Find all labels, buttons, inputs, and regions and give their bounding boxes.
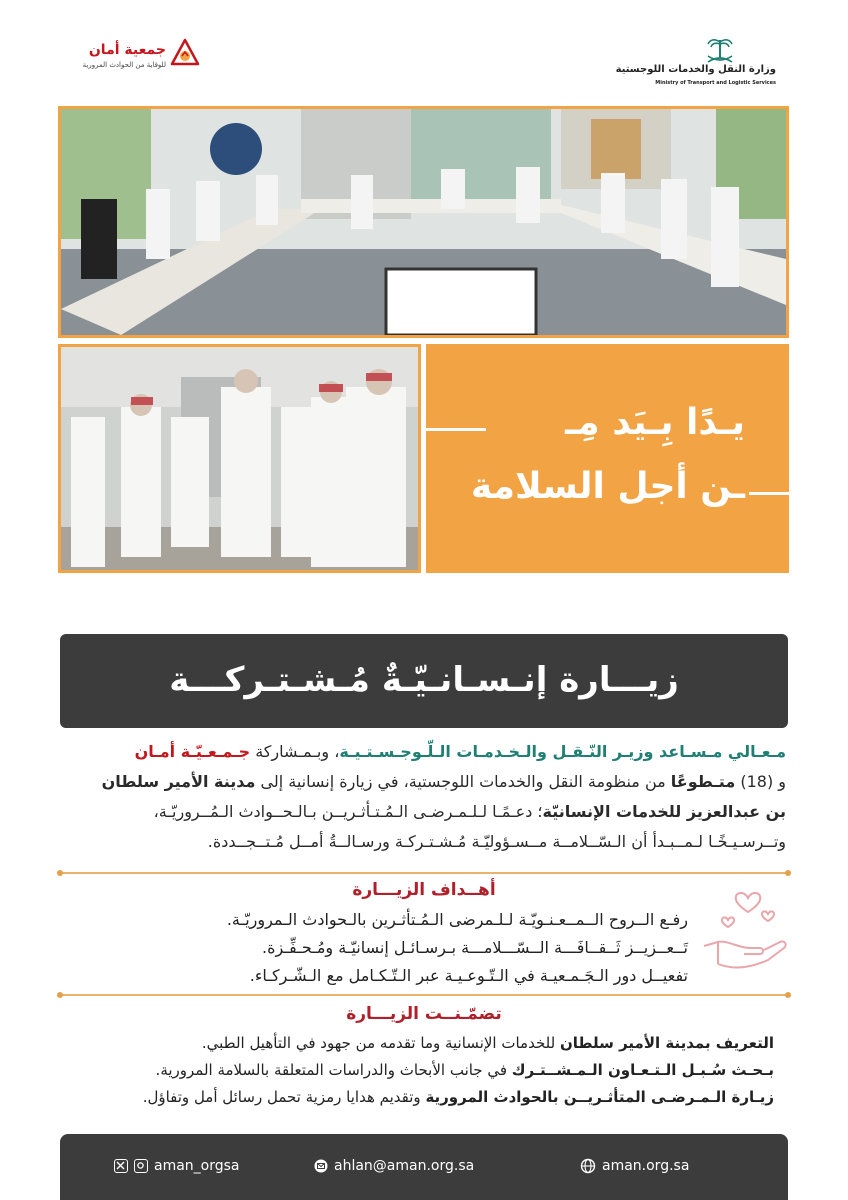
aman-triangle-icon [170,38,200,68]
footer-email[interactable] [314,1158,474,1174]
email-icon [314,1159,328,1173]
divider-2 [60,994,788,996]
aman-logo [80,38,200,78]
footer-social[interactable] [114,1158,240,1174]
slogan-rule-2 [749,492,789,495]
slogan-rule-1 [426,428,486,431]
aman-tagline: للوقاية من الحوادث المرورية [82,61,166,69]
intro-text-3: ؛ دعـمًـا لـلـمـرضـى الـمُـتـأثـريــن بـالـحــوادث الـمُــروريّـة، [153,802,543,821]
palm-swords-icon [700,36,740,66]
intro-volunteers: متـطوعًا [670,772,736,791]
include-item-text: للخدمات الإنسانية وما تقدمه من جهود في التأهيل الطبي. [201,1034,560,1052]
goal-item: تَــعــزيــز ثَــقــافَـــة الــسّـــلامـــة بـرسـائـل إنسانيّـة ومُـحـفِّـزة. [262,938,688,957]
intro-city-cont: بن عبدالعزيز للخدمات الإنسانيّة [542,802,786,821]
aman-name: جمعية أمان [88,42,166,58]
include-item-text: في جانب الأبحاث والدراسات المتعلقة بالسلامة المرورية. [155,1061,512,1079]
goals-heading: أهــداف الزيـــارة [352,880,496,900]
intro-line-2 [62,772,786,791]
intro-city: مدينة الأمير سلطان [101,772,256,791]
intro-line-3 [62,802,786,821]
include-item-bold: زيـارة الـمـرضـى المتأثـريــن بالحوادث المرورية [425,1088,774,1106]
intro-line-1 [62,742,786,761]
slogan-line-2: ـن أجل السلامة [470,466,745,507]
x-icon [114,1159,128,1173]
intro-aman: جـمـعـيّـة أمـان [134,742,251,761]
instagram-icon [134,1159,148,1173]
goal-item: رفـع الــروح الــمــعـنـويّـة لـلـمرضى الـمُـتأثـرين بالـحوادث الـمروريّـة. [226,910,688,929]
include-item [54,1034,774,1052]
intro-text-2: من منظومة النقل والخدمات اللوجستية، في زيارة إنسانية إلى [255,772,671,791]
ministry-logo [615,36,776,92]
intro-line-4: وتــرسـيـخًـا لـمــبـدأ أن الـسّــلامــة مــسـؤوليّـة مُـشـتـركـة ورسـالــةُ أمــل مُـتــجــددة. [207,832,786,851]
intro-connector: ، وبـمـشاركة [250,742,340,761]
include-item [54,1061,774,1079]
include-item-text: وتقديم هدايا رمزية تحمل رسائل أمل وتفاؤل. [142,1088,426,1106]
goal-item: تفعيــل دور الـجَـمـعيـة في الـتّـوعـيـة عبر الـتّـكـامل مع الـشّـركـاء. [249,966,688,985]
footer-website-text: aman.org.sa [602,1158,690,1174]
footer-website[interactable] [580,1158,689,1174]
ministry-name-en: Ministry of Transport and Logistic Services [655,80,776,86]
title-bar [60,634,788,728]
footer [60,1134,788,1200]
intro-minister: مـعـالي مـسـاعد وزيـر النّـقـل والـخـدمـات الـلّـوجـسـتـيـة [339,742,786,761]
slogan-line-1: يـدًا بِـيَد مِـ [565,402,745,443]
slogan-box [426,344,789,573]
page-title: زيـــارة إنـسـانـيّـةٌ مُـشـتـركـــة [169,660,679,700]
footer-social-handle: aman_orgsa [154,1158,240,1174]
ministry-name-ar: وزارة النقل والخدمات اللوجستية [615,64,776,75]
include-item-bold: التعريف بمدينة الأمير سلطان [559,1034,774,1052]
includes-heading: تضمّـنــت الزيـــارة [346,1004,502,1024]
globe-icon [580,1158,596,1174]
intro-count: و (18) [735,772,786,791]
footer-email-text: ahlan@aman.org.sa [334,1158,475,1174]
divider-1 [60,872,788,874]
include-item [54,1088,774,1106]
tour-photo [58,344,421,573]
heart-hand-icon [698,884,794,980]
meeting-photo [58,106,789,338]
include-item-bold: بـحـث سُـبـل الـتـعـاون الـمـشــتـرك [511,1061,774,1079]
